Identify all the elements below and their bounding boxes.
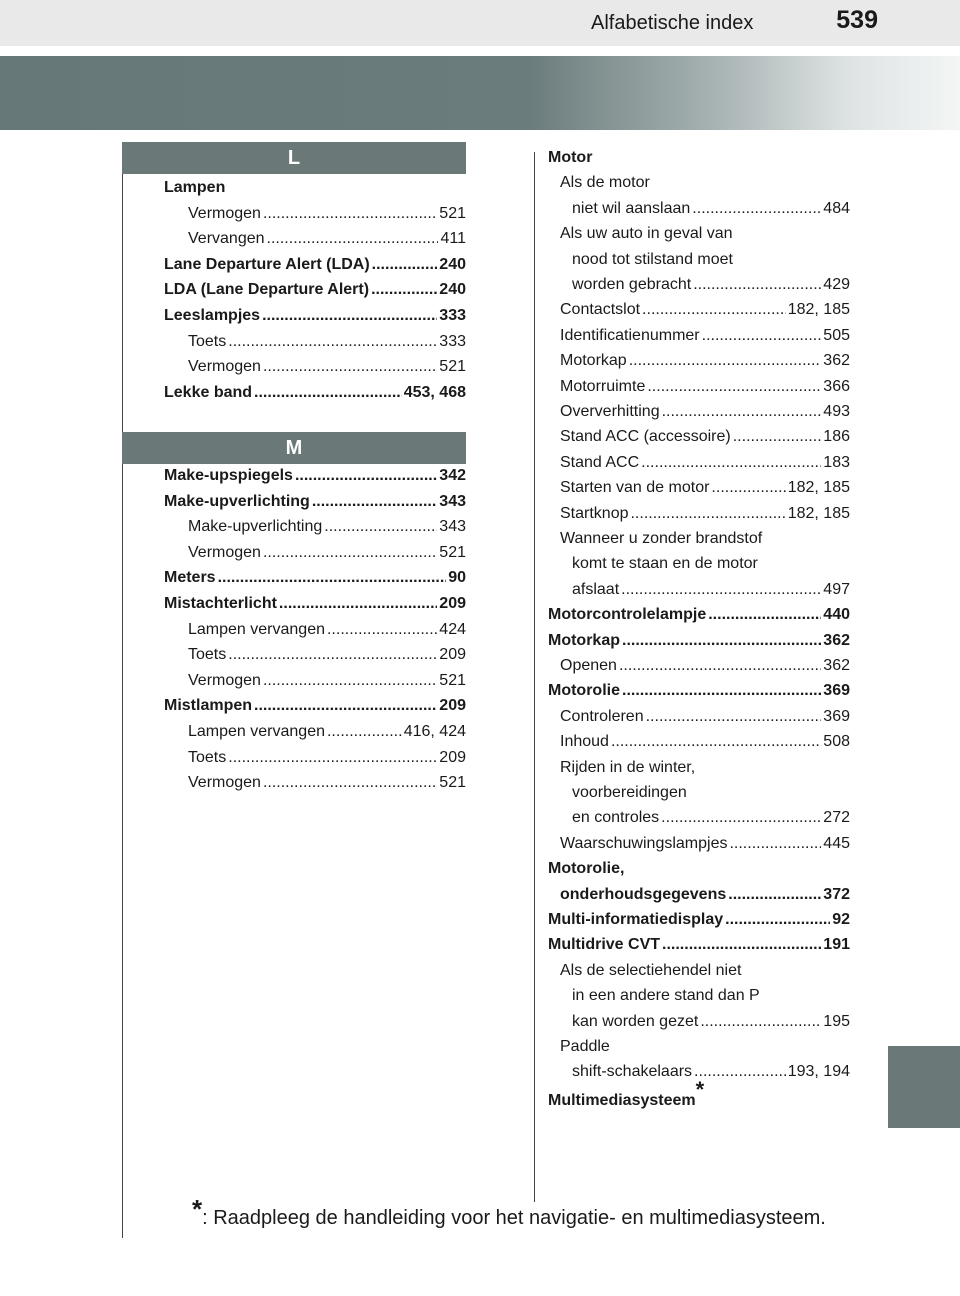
- entry-page: 505: [823, 326, 850, 344]
- entry-term: Openen: [560, 657, 617, 674]
- dot-leader: [263, 669, 437, 693]
- header-banner: [0, 56, 960, 130]
- entry-page: 342: [439, 467, 466, 484]
- dot-leader: [662, 400, 822, 424]
- index-entry: [560, 451, 850, 475]
- entry-page: 497: [823, 580, 850, 598]
- entry-page: 183: [823, 453, 850, 471]
- index-entry: [188, 202, 466, 226]
- entry-term: Multi-informatiedisplay: [548, 911, 724, 928]
- index-entry: [572, 552, 850, 576]
- dot-leader: [327, 618, 437, 642]
- dot-leader: [728, 883, 821, 907]
- entry-term: Motorkap: [548, 631, 620, 649]
- entry-page: 343: [439, 492, 466, 510]
- entry-page: 343: [439, 518, 466, 536]
- entry-term: Identificatienummer: [560, 326, 700, 344]
- index-entry: [560, 222, 850, 246]
- index-entry: [188, 515, 466, 539]
- entry-term: Stand ACC (accessoire): [560, 428, 731, 446]
- index-entry: [560, 883, 850, 907]
- dot-leader: [647, 375, 821, 399]
- dot-leader: [642, 298, 786, 322]
- entry-term: Als de selectiehendel niet: [560, 961, 742, 979]
- dot-leader: [262, 304, 437, 328]
- entry-term: Motorolie: [548, 682, 620, 700]
- index-entry: [560, 730, 850, 754]
- dot-leader: [694, 1060, 786, 1084]
- entry-page: 333: [439, 307, 466, 324]
- entry-term: Multidrive CVT: [548, 936, 661, 954]
- dot-leader: [254, 694, 437, 718]
- index-entry: [548, 679, 850, 703]
- entry-page: 90: [448, 569, 466, 587]
- index-entry: [560, 400, 850, 424]
- entry-page: 209: [439, 748, 466, 766]
- entry-page: 240: [439, 281, 466, 299]
- entry-term: Mistachterlicht: [164, 595, 277, 612]
- index-entry: [572, 806, 850, 830]
- index-entry: [548, 629, 850, 653]
- entry-term: Startknop: [560, 504, 629, 522]
- dot-leader: [708, 603, 821, 627]
- index-entry: [560, 959, 850, 983]
- entry-term: Inhoud: [560, 733, 609, 751]
- entry-term: afslaat: [572, 580, 620, 598]
- index-entry: [560, 476, 850, 500]
- entry-term: Controleren: [560, 707, 644, 725]
- dot-leader: [295, 464, 437, 488]
- entry-page: 369: [823, 682, 850, 700]
- footnote-marker: *: [192, 1194, 203, 1224]
- entry-page: 424: [439, 620, 466, 638]
- chapter-side-tab: [888, 1046, 960, 1128]
- index-entry: [164, 490, 466, 514]
- index-entry: [560, 502, 850, 526]
- entry-page: 484: [823, 199, 850, 217]
- index-entry: [164, 464, 466, 488]
- index-entry: [560, 1035, 850, 1059]
- entry-page: 193, 194: [787, 1063, 850, 1081]
- footnote-marker: *: [695, 1076, 705, 1102]
- entry-term: Mistlampen: [164, 697, 253, 715]
- index-entry: [572, 1060, 850, 1084]
- entry-term: komt te staan en de motor: [572, 555, 758, 573]
- entry-term: Make-upverlichting: [164, 492, 310, 510]
- entry-term: Vermogen: [188, 358, 261, 376]
- entry-term: Vervangen: [188, 230, 265, 248]
- index-entry: [164, 253, 466, 277]
- entry-page: 191: [823, 936, 850, 954]
- entry-page: 440: [823, 606, 850, 624]
- dot-leader: [312, 490, 437, 514]
- entry-term: Leeslampjes: [164, 307, 261, 324]
- page-title: Alfabetische index: [591, 12, 754, 34]
- entry-term: niet wil aanslaan: [572, 199, 691, 217]
- entry-term: in een andere stand dan P: [572, 987, 760, 1005]
- entry-term: Toets: [188, 646, 227, 664]
- section-header-l: L: [122, 142, 466, 174]
- dot-leader: [711, 476, 785, 500]
- index-entry: [560, 527, 850, 551]
- entry-page: 195: [823, 1012, 850, 1030]
- entry-page: 445: [823, 834, 850, 852]
- index-entry: [572, 984, 850, 1008]
- entry-term: Lampen vervangen: [188, 620, 325, 638]
- dot-leader: [702, 324, 822, 348]
- dot-leader: [267, 227, 439, 251]
- entry-term: Oververhitting: [560, 403, 660, 420]
- index-entry: [572, 781, 850, 805]
- dot-leader: [629, 349, 822, 373]
- page-number: 539: [836, 6, 878, 34]
- dot-leader: [263, 541, 437, 565]
- dot-leader: [228, 746, 437, 770]
- dot-leader: [729, 832, 821, 856]
- dot-leader: [661, 806, 821, 830]
- dot-leader: [646, 705, 822, 729]
- entry-term: onderhoudsgegevens: [560, 885, 727, 903]
- dot-leader: [218, 566, 447, 590]
- footnote-text: : Raadpleeg de handleiding voor het navigatie- en multimediasysteem.: [202, 1207, 826, 1229]
- dot-leader: [619, 654, 821, 678]
- entry-page: 182, 185: [787, 504, 850, 522]
- index-entry: [560, 425, 850, 449]
- index-entry: [164, 278, 466, 302]
- entry-term: Lekke band: [164, 383, 253, 401]
- dot-leader: [641, 451, 821, 475]
- entry-page: 416, 424: [403, 723, 466, 740]
- entry-term: Rijden in de winter,: [560, 758, 696, 776]
- entry-page: 521: [439, 774, 466, 792]
- dot-leader: [279, 592, 437, 616]
- entry-term: voorbereidingen: [572, 784, 687, 801]
- entry-page: 186: [823, 428, 850, 446]
- entry-page: 209: [439, 697, 466, 715]
- dot-leader: [324, 515, 437, 539]
- dot-leader: [254, 381, 402, 405]
- column-divider: [534, 152, 535, 1202]
- dot-leader: [725, 908, 830, 932]
- index-entry: [548, 857, 850, 881]
- index-entry: [560, 324, 850, 348]
- entry-page: 362: [823, 631, 850, 649]
- entry-term: Toets: [188, 332, 227, 350]
- dot-leader: [622, 629, 821, 653]
- entry-page: 493: [823, 403, 850, 420]
- index-entry: [560, 375, 850, 399]
- entry-term: Make-upspiegels: [164, 467, 293, 484]
- entry-page: 453, 468: [403, 383, 466, 401]
- entry-term: Vermogen: [188, 204, 261, 222]
- entry-term: Lampen: [164, 179, 226, 196]
- entry-term: Stand ACC: [560, 453, 640, 471]
- entry-term: kan worden gezet: [572, 1012, 699, 1030]
- index-entry: [188, 771, 466, 795]
- entry-page: 209: [439, 646, 466, 664]
- index-entry: [188, 643, 466, 667]
- entry-term: Starten van de motor: [560, 479, 710, 497]
- index-entry: [548, 933, 850, 957]
- index-entry: [572, 1010, 850, 1034]
- index-entry: [188, 330, 466, 354]
- dot-leader: [263, 202, 437, 226]
- index-entry: [560, 349, 850, 373]
- dot-leader: [263, 771, 437, 795]
- index-entry: [188, 669, 466, 693]
- entry-page: 521: [439, 204, 466, 222]
- entry-page: 333: [439, 332, 466, 350]
- dot-leader: [228, 330, 437, 354]
- index-entry: [560, 654, 850, 678]
- dot-leader: [700, 1010, 821, 1034]
- entry-page: 92: [832, 911, 850, 928]
- index-entry: [164, 381, 466, 405]
- index-entry: [560, 705, 850, 729]
- entry-page: 209: [439, 595, 466, 612]
- index-entry: [572, 578, 850, 602]
- entry-term: worden gebracht: [572, 276, 692, 293]
- index-entry: [188, 227, 466, 251]
- entry-page: 372: [823, 885, 850, 903]
- index-entry: [164, 694, 466, 718]
- dot-leader: [228, 643, 437, 667]
- index-entry: [560, 756, 850, 780]
- index-entry: [164, 592, 466, 616]
- dot-leader: [693, 273, 821, 297]
- index-entry: [188, 618, 466, 642]
- entry-term: Multimediasysteem: [548, 1091, 696, 1109]
- dot-leader: [692, 197, 821, 221]
- entry-term: Vermogen: [188, 671, 261, 689]
- index-entry: [188, 355, 466, 379]
- entry-term: Lampen vervangen: [188, 723, 325, 740]
- entry-page: 508: [823, 733, 850, 751]
- entry-page: 272: [823, 809, 850, 827]
- left-column-rule: [122, 168, 123, 1238]
- entry-term: Vermogen: [188, 543, 261, 561]
- dot-leader: [327, 720, 402, 744]
- dot-leader: [372, 253, 438, 277]
- index-entry: [188, 746, 466, 770]
- entry-term: Motorkap: [560, 352, 627, 370]
- index-entry: [560, 298, 850, 322]
- entry-term: LDA (Lane Departure Alert): [164, 281, 370, 299]
- entry-term: Motorolie,: [548, 860, 625, 878]
- index-entry: [572, 248, 850, 272]
- entry-term: Contactslot: [560, 301, 641, 319]
- entry-term: nood tot stilstand moet: [572, 250, 733, 268]
- entry-term: Motorruimte: [560, 377, 646, 395]
- entry-page: 182, 185: [787, 479, 850, 497]
- entry-page: 362: [823, 657, 850, 674]
- index-entry: [572, 197, 850, 221]
- dot-leader: [371, 278, 437, 302]
- dot-leader: [263, 355, 437, 379]
- index-entry: [548, 1076, 850, 1110]
- index-entry: [548, 603, 850, 627]
- entry-page: 182, 185: [787, 301, 850, 319]
- index-entry: [548, 146, 850, 170]
- dot-leader: [733, 425, 822, 449]
- index-entry: [548, 908, 850, 932]
- index-entry: [188, 720, 466, 744]
- index-entry: [560, 171, 850, 195]
- dot-leader: [662, 933, 821, 957]
- dot-leader: [611, 730, 821, 754]
- entry-page: 521: [439, 671, 466, 689]
- dot-leader: [621, 578, 821, 602]
- entry-page: 521: [439, 358, 466, 376]
- index-entry: [188, 541, 466, 565]
- entry-term: Motor: [548, 149, 593, 166]
- dot-leader: [630, 502, 785, 526]
- entry-term: Lane Departure Alert (LDA): [164, 255, 370, 273]
- entry-term: en controles: [572, 809, 660, 827]
- index-entry: [164, 566, 466, 590]
- entry-page: 429: [823, 276, 850, 293]
- entry-page: 240: [439, 255, 466, 273]
- top-bar: [0, 0, 960, 46]
- section-header-m: M: [122, 432, 466, 464]
- entry-term: Als uw auto in geval van: [560, 225, 733, 243]
- entry-term: Vermogen: [188, 774, 261, 792]
- index-entry: [164, 304, 466, 328]
- entry-page: 366: [823, 377, 850, 395]
- entry-page: 521: [439, 543, 466, 561]
- entry-page: 369: [823, 707, 850, 725]
- entry-term: Motorcontrolelampje: [548, 606, 707, 624]
- entry-term: Waarschuwingslampjes: [560, 834, 728, 852]
- entry-term: Toets: [188, 748, 227, 766]
- entry-term: Make-upverlichting: [188, 518, 323, 536]
- entry-page: 411: [440, 230, 466, 248]
- footnote: [192, 1194, 826, 1231]
- index-entry: [572, 273, 850, 297]
- entry-page: 362: [823, 352, 850, 370]
- entry-term: Als de motor: [560, 174, 650, 192]
- index-entry: [560, 832, 850, 856]
- entry-term: Paddle: [560, 1038, 610, 1055]
- index-entry: [164, 176, 466, 200]
- entry-term: Wanneer u zonder brandstof: [560, 530, 763, 547]
- entry-term: Meters: [164, 569, 216, 587]
- entry-term: shift-schakelaars: [572, 1063, 693, 1081]
- dot-leader: [622, 679, 821, 703]
